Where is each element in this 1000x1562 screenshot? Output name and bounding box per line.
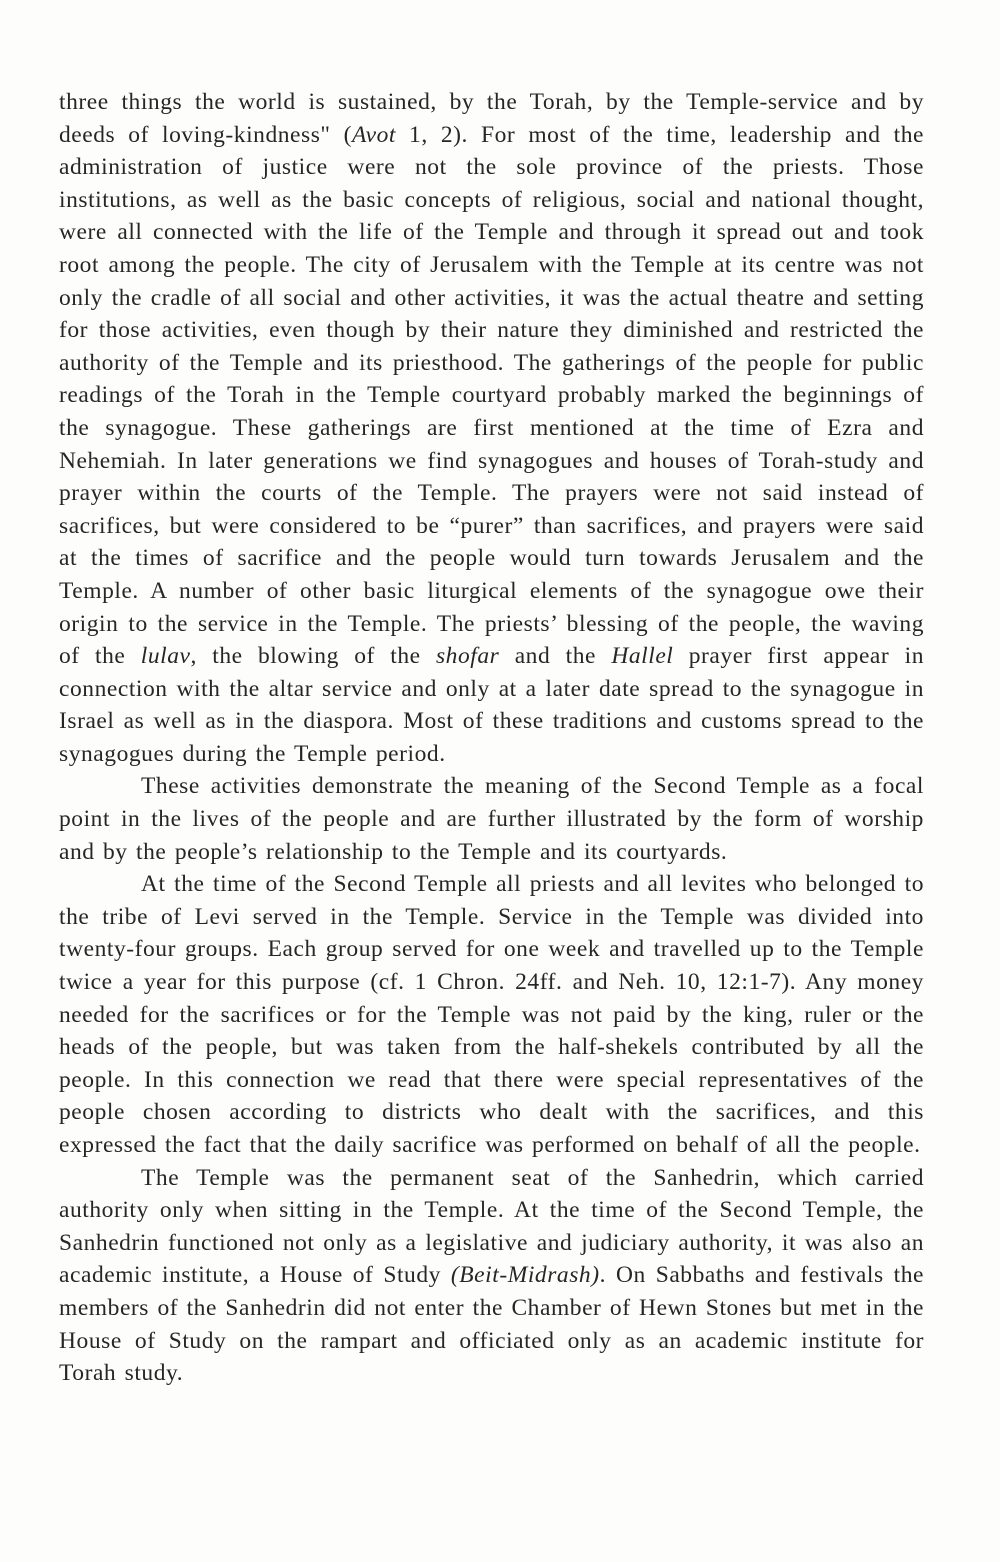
text-run: . On Sabbaths and festivals the members of the Sanhedrin did not enter the Chamber of Hewn Stones but met in the House of Study on the rampart and officiated only as an academic institute for Torah study. [59, 1262, 924, 1387]
text-run: 1, 2). For most of the time, leadership and the administration of justice were not the sole province of the priests. Those institutions, as well as the basic concepts of religious, social and national thought, were all connected with the life of the Temple and through it spread out and took root among the people. The city of Jerusalem with the Temple at its centre was not only the cradle of all social and other activities, it was the actual theatre and setting for those activities, even though by their nature they diminished and restricted the authority of the Temple and its priesthood. The gatherings of the people for public readings of the Torah in the Temple courtyard probably marked the beginnings of the synagogue. These gatherings are first mentioned at the time of Ezra and Nehemiah. In later generations we find synagogues and houses of Torah-study and prayer within the courts of the Temple. The prayers were not said instead of sacrifices, but were considered to be “purer” than sacrifices, and prayers were said at the times of sacrifice and the people would turn towards Jerusalem and the Temple. A number of other basic liturgical elements of the synagogue owe their origin to the service in the Temple. The priests’ blessing of the people, the waving of the [59, 121, 925, 670]
paragraph-3 [59, 868, 924, 1161]
text-run: At the time of the Second Temple all priests and all levites who belonged to the tribe of Levi served in the Temple. Service in the Temple was divided into twenty-four groups. Each group served for one week and travelled up to the Temple twice a year for this purpose (cf. 1 Chron. 24ff. and Neh. 10, 12:1-7). Any money needed for the sacrifices or for the Temple was not paid by the king, ruler or the heads of the people, but was taken from the half-shekels contributed by all the people. In this connection we read that there were special representatives of the people chosen according to districts who dealt with the sacrifices, and this expressed the fact that the daily sacrifice was performed on behalf of all the people. [59, 871, 924, 1158]
paragraph-2 [59, 770, 924, 868]
italic-term: Avot [352, 121, 396, 148]
text-run: three things the world is sustained, by the Torah, by the Temple-service and by deeds of loving-kindness" ( [59, 89, 924, 148]
italic-term: shofar [435, 643, 500, 670]
text-run: prayer first appear in connection with the altar service and only at a later date spread to the synagogue in Israel as well as in the diaspora. Most of these traditions and customs spread to the synagogues during the Temple period. [59, 643, 925, 767]
italic-term: lulav [140, 643, 191, 670]
text-run: , the blowing of the [190, 643, 436, 670]
body-text [59, 86, 924, 1390]
italic-term: (Beit-Midrash) [450, 1262, 600, 1289]
paragraph-1 [59, 86, 924, 770]
text-run: The Temple was the permanent seat of the Sanhedrin, which carried authority only when sitting in the Temple. At the time of the Second Temple, the Sanhedrin functioned not only as a legislative and judiciary authority, it was also an academic institute, a House of Study [59, 1164, 924, 1289]
text-run: and the [499, 643, 612, 670]
paragraph-4 [59, 1162, 924, 1390]
italic-term: Hallel [611, 643, 674, 670]
text-run: These activities demonstrate the meaning of the Second Temple as a focal point in the lives of the people and are further illustrated by the form of worship and by the people’s relationship to the Temple and its courtyards. [59, 773, 924, 865]
